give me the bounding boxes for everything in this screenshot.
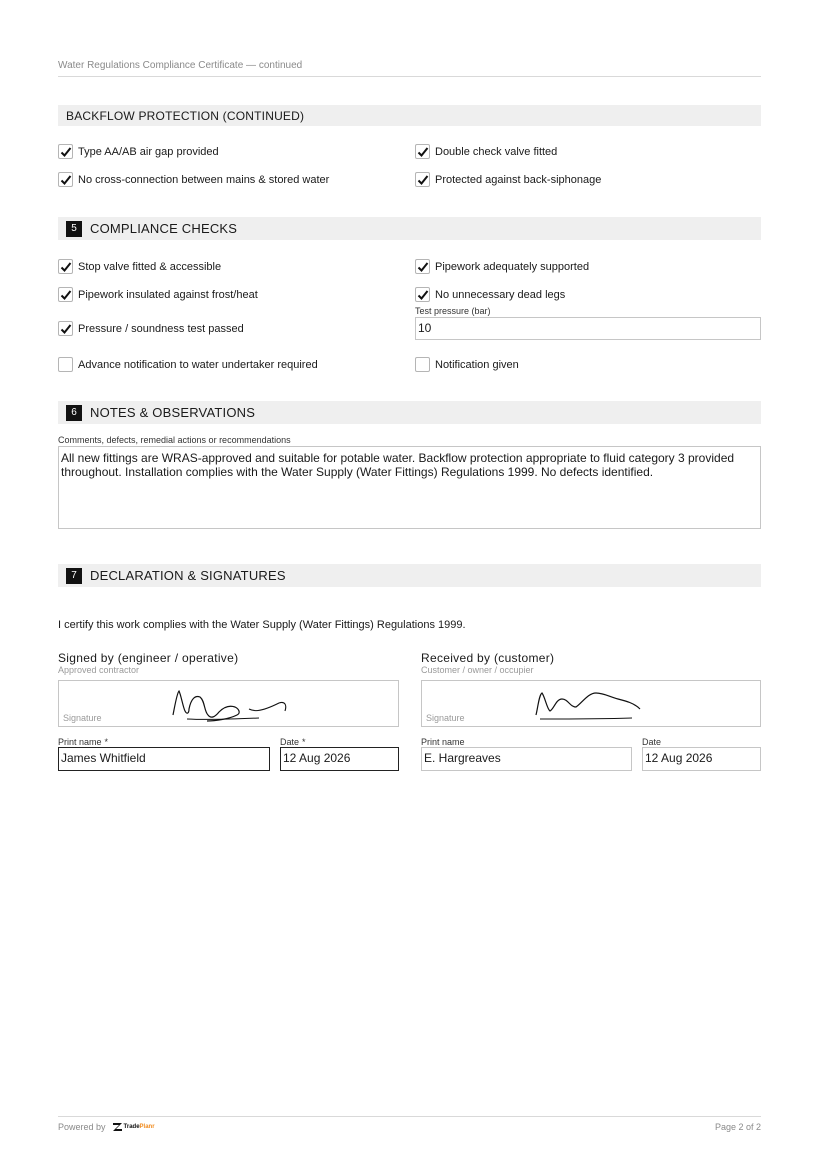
checkbox-checked-icon — [415, 287, 430, 302]
checkbox-no-cross-connection[interactable] — [58, 172, 329, 187]
engineer-signature-drawing — [167, 685, 297, 725]
section-title: COMPLIANCE CHECKS — [90, 221, 238, 236]
footer-powered-by — [58, 1122, 155, 1132]
section-number-badge: 7 — [66, 568, 82, 584]
checkbox-unchecked-icon — [415, 357, 430, 372]
checkbox-advance-notification[interactable] — [58, 357, 318, 372]
customer-sign-subtitle: Customer / owner / occupier — [421, 665, 534, 675]
test-pressure-input[interactable]: 10 — [415, 317, 761, 340]
running-header: Water Regulations Compliance Certificate — continued — [58, 60, 761, 77]
section-number-badge: 5 — [66, 221, 82, 237]
checkbox-checked-icon — [58, 144, 73, 159]
checkbox-checked-icon — [58, 321, 73, 336]
checkbox-back-siphonage[interactable] — [415, 172, 601, 187]
section-title: DECLARATION & SIGNATURES — [90, 568, 286, 583]
engineer-date-input[interactable]: 12 Aug 2026 — [280, 747, 399, 771]
customer-date-input[interactable]: 12 Aug 2026 — [642, 747, 761, 771]
powered-by-text: Powered by — [58, 1122, 106, 1132]
checkbox-air-gap[interactable] — [58, 144, 219, 159]
customer-signature-drawing — [530, 685, 650, 725]
section-backflow — [58, 105, 761, 126]
checkbox-label: Stop valve fitted & accessible — [78, 260, 222, 273]
checkbox-notification-given[interactable] — [415, 357, 519, 372]
engineer-date-label: Date * — [280, 737, 306, 747]
brand-logo-icon — [113, 1123, 123, 1131]
checkbox-unchecked-icon — [58, 357, 73, 372]
checkbox-checked-icon — [415, 259, 430, 274]
declaration-statement: I certify this work complies with the Water Supply (Water Fittings) Regulations 1999. — [58, 619, 466, 631]
engineer-sign-title: Signed by (engineer / operative) — [58, 651, 239, 665]
engineer-print-name-label: Print name * — [58, 737, 109, 747]
checkbox-no-dead-legs[interactable] — [415, 287, 565, 302]
checkbox-pipework-insulated[interactable] — [58, 287, 258, 302]
checkbox-label: Pressure / soundness test passed — [78, 322, 244, 335]
checkbox-checked-icon — [58, 172, 73, 187]
checkbox-label: Type AA/AB air gap provided — [78, 145, 219, 158]
section-declaration — [58, 564, 761, 587]
checkbox-pressure-test[interactable] — [58, 321, 244, 336]
required-asterisk: * — [302, 737, 306, 747]
checkbox-pipework-supported[interactable] — [415, 259, 589, 274]
checkbox-checked-icon — [415, 144, 430, 159]
checkbox-label: No cross-connection between mains & stored water — [78, 173, 330, 186]
signature-label: Signature — [426, 713, 465, 723]
customer-sign-title: Received by (customer) — [421, 651, 555, 665]
section-number-badge: 6 — [66, 405, 82, 421]
section-compliance-checks — [58, 217, 761, 240]
customer-date-label: Date — [642, 737, 662, 747]
customer-signature-pad[interactable] — [421, 680, 761, 727]
footer-divider — [58, 1116, 761, 1117]
required-asterisk: * — [104, 737, 109, 747]
notes-textarea[interactable]: All new fittings are WRAS-approved and suitable for potable water. Backflow protection appropriate to fluid category 3 provided throughout. Installation complies with the Water Supply (Water Fittings) Regulations 1999. No defects identified. — [58, 446, 761, 529]
checkbox-label: Double check valve fitted — [435, 145, 558, 158]
page-number: Page 2 of 2 — [714, 1122, 761, 1132]
engineer-print-name-input[interactable]: James Whitfield — [58, 747, 270, 771]
checkbox-label: No unnecessary dead legs — [435, 288, 566, 301]
engineer-signature-pad[interactable] — [58, 680, 399, 727]
customer-print-name-label: Print name — [421, 737, 465, 747]
notes-label: Comments, defects, remedial actions or recommendations — [58, 435, 291, 445]
section-title: NOTES & OBSERVATIONS — [90, 405, 256, 420]
checkbox-label: Pipework adequately supported — [435, 260, 590, 273]
checkbox-checked-icon — [415, 172, 430, 187]
checkbox-checked-icon — [58, 287, 73, 302]
engineer-sign-subtitle: Approved contractor — [58, 665, 140, 675]
checkbox-stop-valve[interactable] — [58, 259, 221, 274]
checkbox-label: Advance notification to water undertaker required — [78, 358, 318, 371]
brand-logo: Trade Planr — [113, 1123, 155, 1131]
checkbox-label: Notification given — [435, 358, 519, 371]
signature-label: Signature — [63, 713, 102, 723]
section-notes — [58, 401, 761, 424]
section-title: BACKFLOW PROTECTION (CONTINUED) — [66, 108, 305, 123]
checkbox-label: Pipework insulated against frost/heat — [78, 288, 258, 301]
checkbox-label: Protected against back-siphonage — [435, 173, 602, 186]
checkbox-checked-icon — [58, 259, 73, 274]
checkbox-double-check-valve[interactable] — [415, 144, 557, 159]
test-pressure-label: Test pressure (bar) — [415, 306, 491, 316]
customer-print-name-input[interactable]: E. Hargreaves — [421, 747, 632, 771]
